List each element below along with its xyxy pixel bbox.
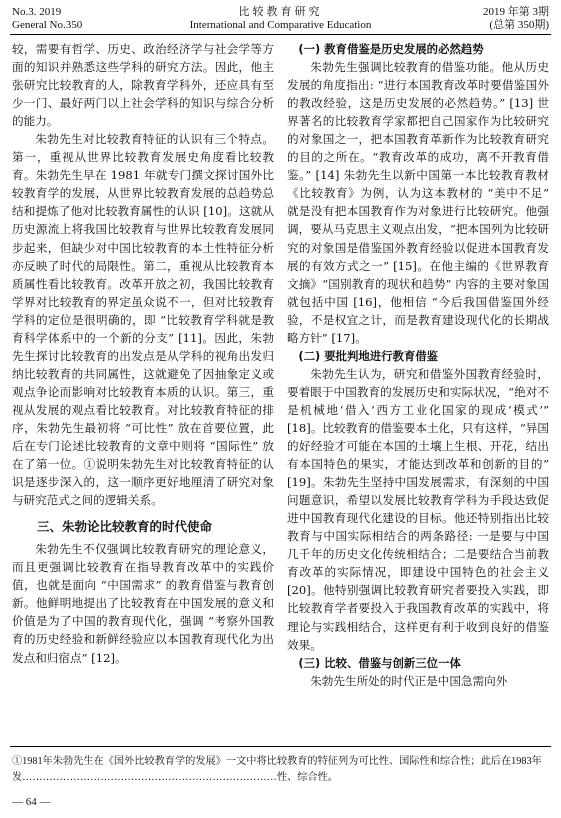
journal-title-cn: 比较教育研究 — [238, 6, 323, 18]
paragraph-critical-borrowing: 朱勃先生认为，研究和借鉴外国教育经验时，要着眼于中国教育的发展历史和实际状况，“绝对不是机械地‘借入’西方工业化国家的现成‘模式’” [18]。比较教育的借鉴要本土化，只有这样，“异国的好经验才可能在本国的土壤上生根、开花，结出有本国特色的果实，才能达到改革和创新的目的” [19]。朱勃先生坚持中国发展需求，有深刻的中国问题意识，希望以发展比较教育学科为手段达致促进中国教育现代化建设的目标。他还特别指出比较教育与中国实际相结合的两条路径: 一是要与中国几千年的历史文化传统相结合；二是要结合当前教育改革的实际情况，即建设中国特色的社会主义 [20]。他特别强调比较教育研究者要投入实践，即比较教育学者要投入于我国教育改革的实践中，将理论与实践相结合，这样更有利于收到良好的借鉴效果。 — [287, 366, 549, 652]
subsection-heading-2: (二) 要批判地进行教育借鉴 — [298, 348, 439, 363]
header-general-number: General No.350 — [12, 19, 83, 31]
header-serial-cn: (总第 350期) — [489, 19, 549, 31]
left-column — [12, 40, 274, 667]
section-heading: 三、朱勃论比较教育的时代使命 — [37, 519, 213, 535]
footnote: ①1981年朱勃先生在《国外比较教育学的发展》一文中将比较教育的特征列为可比性、国际性和综合性；此后在1983年发…………………………………………………………………性、综合性。 — [12, 756, 542, 783]
journal-title-en: International and Comparative Education — [189, 19, 372, 31]
right-column — [287, 40, 549, 690]
header-issue-cn — [483, 6, 549, 32]
subsection-heading-3: (三) 比较、借鉴与创新三位一体 — [298, 655, 461, 670]
paragraph-continued: 较，需要有哲学、历史、政治经济学与社会学等方面的知识并熟悉这些学科的研究方法。因此，他主张研究比较教育的人，除教育学科外，还应具有至少一门、最好两门以上社会学科的知识与综合分析的能力。 — [12, 42, 274, 129]
paragraph-mission: 朱勃先生不仅强调比较教育研究的理论意义，而且更强调比较教育在指导教育改革中的实践价值，也就是面向 “中国需求” 的教育借鉴与教育创新。他鲜明地提出了比较教育在中国发展的意义和价值是为了中国的教育现代化，强调 “考察外国教育的历史经验和新鲜经验应以本国教育现代化为出发点和归宿点” [12]。 — [12, 542, 274, 665]
paragraph-borrowing: 朱勃先生强调比较教育的借鉴功能。他从历史发展的角度指出: “进行本国教育改革时要借鉴国外的教改经验，这是历史发展的必然趋势。” [13] 世界著名的比较教育学家都把自己国家作为比较研究的对象国之一，把本国教育革新作为比较教育研究的目的之所在。“教育改革的成功，离不开教育借鉴。” [14] 朱勃先生以新中国第一本比较教育教材《比较教育》为例，认为这本教材的 “美中不足” 就是没有把本国教育作为对象进行比较研究。他强调，要从马克思主义观点出发，“把本国列为比较研究的对象国是借鉴国外教育经验以促进本国教育发展的有效方式之一” [15]。在他主编的《世界教育文摘》“国别教育的现状和趋势” 内容的主要对象国就包括中国 [16]，他相信 “今后我国借鉴国外经验，不是权宜之计，而是教育建设现代化的长期战略方针” [17]。 — [287, 60, 549, 345]
header-issue-year-cn: 2019 年第 3期 — [483, 6, 549, 18]
paragraph-characteristics: 朱勃先生对比较教育特征的认识有三个特点。第一，重视从世界比较教育发展史角度看比较教育。朱勃先生早在 1981 年就专门撰文探讨国外比较教育学的发展，从世界比较教育发展的总趋势总结和提炼了他对比较教育属性的认识 [10]。这就从历史源流上将我国比较教育与世界比较教育发展同步起来，但缺少对中国比较教育的本土性特征分析亦反映了时代的局限性。第二，重视从比较教育本质属性看比较教育。改革开放之初，我国比较教育学界对比较教育的界定虽众说不一，但对比较教育学科的定位是很明确的，即 “比较教育学科就是教育科学体系中的一个新的分支” [11]。因此，朱勃先生探讨比较教育的出发点是从学科的视角出发归纳比较教育的共同属性，这就避免了因抽象定义或观点争论而影响对比较教育本质的认识。第三，重视从发展的观点看比较教育。对比较教育特征的排序，朱勃先生最初将 “可比性” 放在首要位置，此后在专门论述比较教育的文章中则将 “国际性” 放在了第一位。①说明朱勃先生对比较教育特征的认识是逐步深入的，这一顺序更好地厘清了研究对象与研究范式之间的逻辑关系。 — [12, 132, 274, 508]
paragraph-trinity: 朱勃先生所处的时代正是中国急需向外 — [310, 673, 508, 688]
header-journal — [0, 6, 561, 32]
header-rule — [10, 34, 551, 35]
footnote-rule — [10, 746, 551, 747]
page-number: — 64 — — [12, 796, 51, 808]
subsection-heading-1: (一) 教育借鉴是历史发展的必然趋势 — [298, 42, 484, 56]
header-issue-number: No.3. 2019 — [12, 6, 62, 18]
